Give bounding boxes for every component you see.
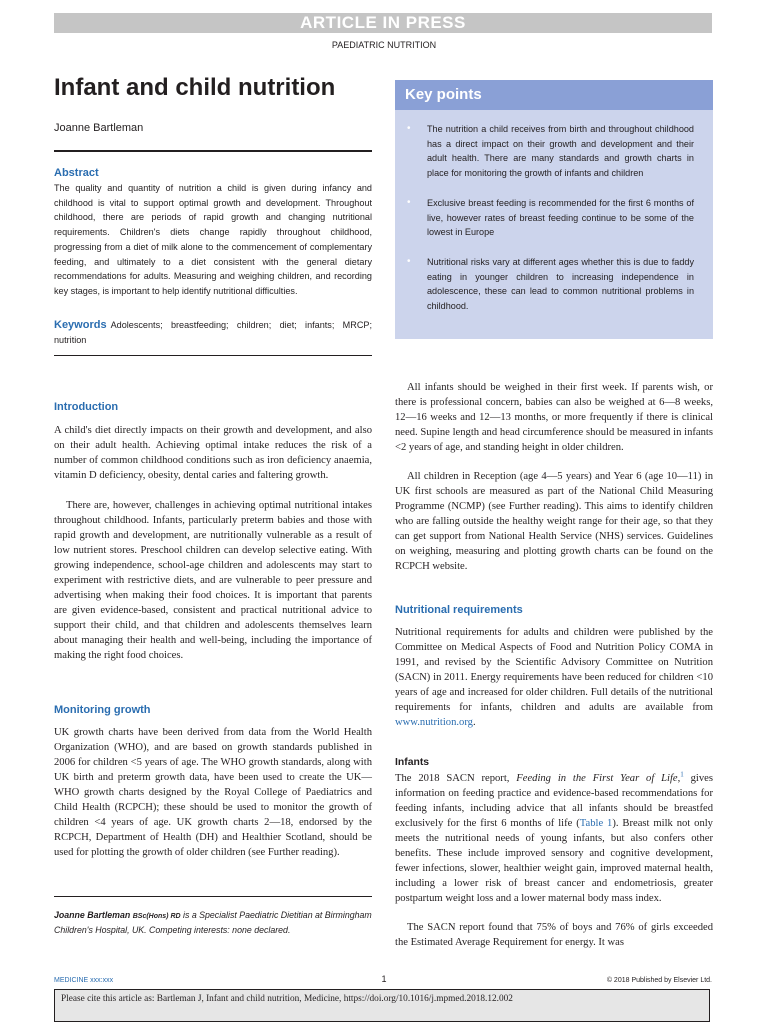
nutritional-requirements-heading: Nutritional requirements [395, 604, 523, 616]
abstract-heading: Abstract [54, 167, 99, 179]
keywords-divider [54, 355, 372, 356]
keywords [54, 318, 372, 348]
introduction-paragraph: A child's diet directly impacts on their growth and development, and also on their adult health. Achieving optimal intake reduces the risk of a number of common childhood conditions such as iron deficiency anaemia, vitamin D deficiency, obesity, dental caries and faltering growth. [54, 425, 372, 481]
introduction-paragraph: There are, however, challenges in achieving optimal nutritional intakes throughout childhood. Infants, particularly preterm babies and those with rapid growth and development, are nutritionally vulnerable as a result of low nutrient stores. Preschool children can develop selective eating. With growing independence, school-age children and adolescents may start to experiment with restrictive diets, and are vulnerable to peer pressure and advertising when making their food choices. It is important that parents are given evidence-based, consistent and practical nutritional advice to support their child, and that children and adolescents themselves learn about managing their health and well-being, including the importance of making the right food choices. [54, 500, 372, 661]
nutritional-requirements-end: . [472, 717, 476, 728]
nutritional-requirements-text: Nutritional requirements for adults and children were published by the Committee on Medical Aspects of Food and Nutrition Policy COMA in 1991, and revised by the Scientific Advisory Committee on Nutrition (SACN) in 2011. Energy requirements have been reduced for children <10 years of age and increased for older children. Full details of the nutritional requirements for infants, children and adults are available from [395, 627, 713, 713]
article-title: Infant and child nutrition [54, 74, 336, 101]
sacn-report-title: Feeding in the First Year of Life, [516, 773, 681, 784]
infants-text-a: The 2018 SACN report, [395, 773, 510, 784]
affiliation-text: is a Specialist Paediatric Dietitian at Birmingham Children's Hospital, UK. Competing interests: none declared. [54, 910, 372, 935]
key-points-heading: Key points [395, 80, 713, 110]
infants-paragraph [395, 771, 713, 906]
key-point-item: • Nutritional risks vary at different ages whether this is due to faddy eating in younger children to increasing independence in adolescence, these can lead to common nutritional problems in childhood. [427, 255, 694, 314]
page-number: 1 [381, 974, 387, 984]
title-divider [54, 150, 372, 152]
key-point-item: • The nutrition a child receives from birth and throughout childhood has a direct impact on their growth and development and their adult health. There are many standards and growth charts in place for monitoring the growth of infants and children [427, 122, 694, 181]
author-name: Joanne Bartleman [54, 122, 144, 134]
infants-text-c: ). Breast milk not only meets the nutritional needs of young infants, but also confers other benefits. These include improved sensory and cognitive development, fewer infections, slower, healthier weight gain, improved maternal health, including a lower risk of breast cancer and endometriosis, greater postpartum weight loss and a lower maternal body mass index. [395, 818, 713, 904]
keywords-label: Keywords [54, 319, 107, 331]
section-label: PAEDIATRIC NUTRITION [331, 40, 437, 50]
introduction-heading: Introduction [54, 401, 119, 413]
monitoring-growth-heading: Monitoring growth [54, 704, 151, 716]
author-affiliation [54, 909, 372, 936]
affiliation-author-name: Joanne Bartleman [54, 910, 131, 920]
article-in-press-banner: ARTICLE IN PRESS [54, 13, 712, 33]
table-1-link[interactable]: Table 1 [579, 818, 613, 829]
nutrition-org-link[interactable]: www.nutrition.org [395, 717, 473, 728]
abstract-text: The quality and quantity of nutrition a child is given during infancy and childhood is vital to support optimal growth and development. Throughout childhood, there are periods of rapid growth and changing nutritional requirements. Children's diets change rapidly throughout childhood, progressing from a diet of milk alone to the commencement of complementary feeding, and ultimately to a diet consistent with the general dietary recommendations for adults. Measuring and weighing children, and recording key stages, is important to help identify nutritional difficulties. [54, 183, 372, 296]
affiliation-degrees: BSc(Hons) RD [132, 913, 181, 920]
key-point-item: • Exclusive breast feeding is recommended for the first 6 months of live, however rates of breast feeding continue to be some of the lowest in Europe [427, 196, 694, 240]
monitoring-growth-paragraph: UK growth charts have been derived from data from the World Health Organization (WHO), and are based on growth standards published in 2006 for children <5 years of age. The WHO growth standards, along with UK birth and preterm growth data, have been used to create the UK—WHO growth charts designed by the Royal College of Paediatrics and Child Health (RCPCH); these should be used to monitor the growth of children <4 years of age. UK growth charts 2—18, endorsed by the RCPCH, Department of Health (DH) and Healthier Scotland, should be used for plotting the growth of older children (see Further reading). [54, 727, 372, 858]
key-points-list [395, 122, 713, 314]
weighing-paragraph: All infants should be weighed in their first week. If parents wish, or there is professional concern, babies can also be weighed at 6—8 weeks, 12—16 weeks and 12—13 months, or more frequently if there is clinical need. Supine length and head circumference should be measured in infants <2 years of age, and standing height in older children. [395, 382, 713, 453]
keywords-text: Adolescents; breastfeeding; children; diet; infants; MRCP; nutrition [54, 320, 372, 345]
copyright-notice: © 2018 Published by Elsevier Ltd. [606, 977, 712, 984]
citation-box: Please cite this article as: Bartleman J, Infant and child nutrition, Medicine, https://doi.org/10.1016/j.mpmed.2018.12.002 [54, 989, 710, 1022]
journal-reference: MEDICINE xxx:xxx [54, 977, 114, 984]
infants-text-b: gives information on feeding practice and evidence-based recommendations for feeding infants, including advice that all infants should be breastfed exclusively for the first 6 months of life ( [395, 773, 713, 829]
reference-1-link[interactable]: 1 [680, 770, 684, 779]
nutritional-requirements-paragraph [395, 625, 713, 730]
affiliation-divider [54, 896, 372, 897]
key-points-box [395, 80, 713, 339]
ncmp-paragraph: All children in Reception (age 4—5 years) and Year 6 (age 10—11) in UK first schools are measured as part of the National Child Measuring Programme (NCMP) (see Further reading). This aims to identify children who are falling outside the healthy weight range for their age, so that they can get support from National Health Service (NHS) services. Guidelines on weighing, measuring and plotting growth charts can be found on the RCPCH website. [395, 471, 713, 572]
sacn-energy-paragraph: The SACN report found that 75% of boys and 76% of girls exceeded the Estimated Average Requirement for energy. It was [395, 922, 713, 948]
infants-heading: Infants [395, 757, 430, 768]
